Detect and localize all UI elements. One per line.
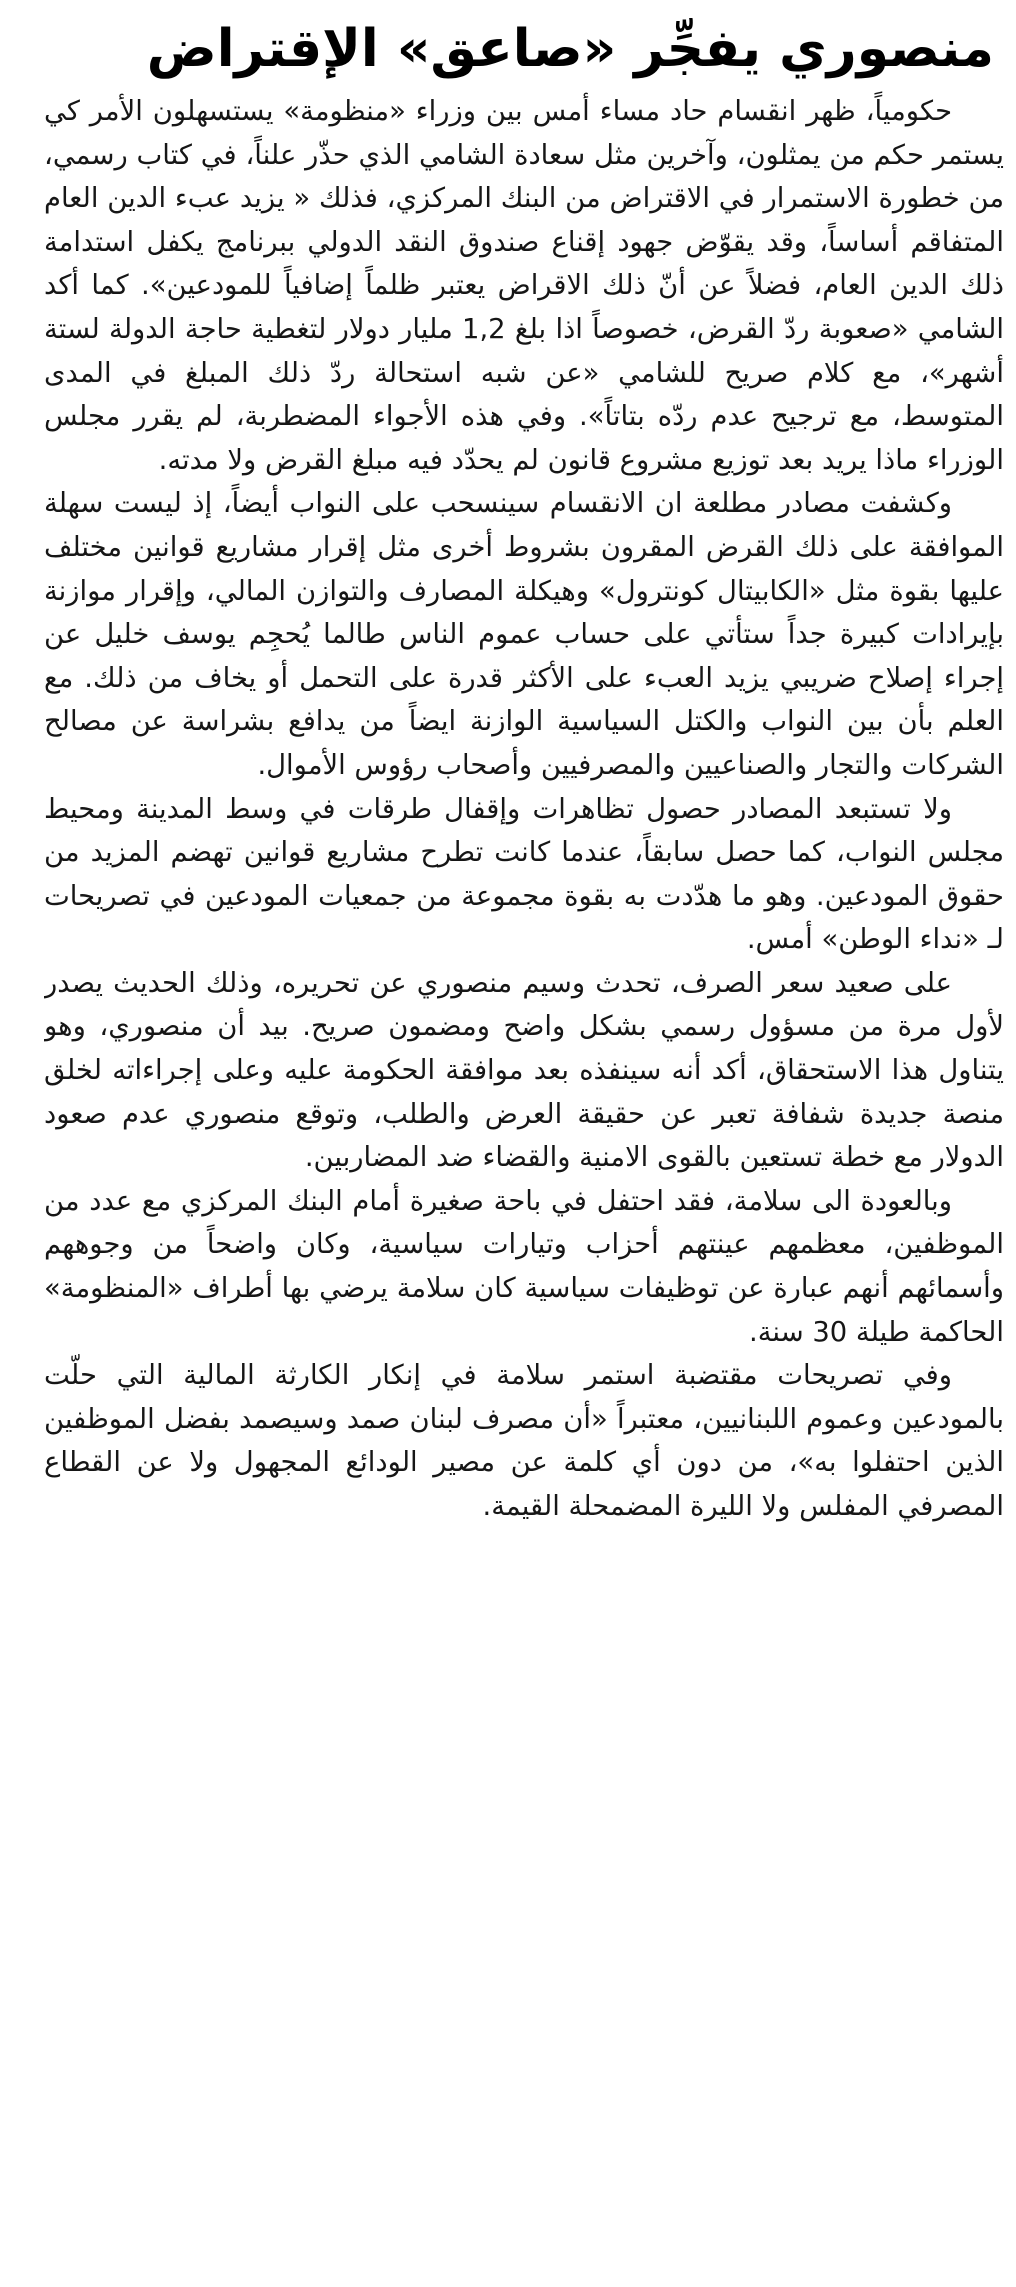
article-paragraph-4: على صعيد سعر الصرف، تحدث وسيم منصوري عن تحريره، وذلك الحديث يصدر لأول مرة من مسؤول رسمي بشكل واضح ومضمون صريح. بيد أن منصوري، وهو يتناول هذا الاستحقاق، أكد أنه سينفذه بعد موافقة الحكومة عليه وعلى إجراءاته لخلق منصة جديدة شفافة تعبر عن حقيقة العرض والطلب، وتوقع منصوري عدم صعود الدولار مع خطة تستعين بالقوى الامنية والقضاء ضد المضاربين. [44,967,1004,1174]
article-paragraph-1: حكومياً، ظهر انقسام حاد مساء أمس بين وزراء «منظومة» يستسهلون الأمر كي يستمر حكم من يمثلون، وآخرين مثل سعادة الشامي الذي حذّر علناً، في كتاب رسمي، من خطورة الاستمرار في الاقتراض من البنك المركزي، فذلك « يزيد عبء الدين العام المتفاقم أساساً، وقد يقوّض جهود إقناع صندوق النقد الدولي ببرنامج يكفل استدامة ذلك الدين العام، فضلاً عن أنّ ذلك الاقراض يعتبر ظلماً إضافياً للمودعين». كما أكد الشامي «صعوبة ردّ القرض، خصوصاً اذا بلغ 1,2 مليار دولار لتغطية حاجة الدولة لستة أشهر»، مع كلام صريح للشامي «عن شبه استحالة ردّ ذلك المبلغ في المدى المتوسط، مع ترجيح عدم ردّه بتاتاً». وفي هذه الأجواء المضطربة، لم يقرر مجلس الوزراء ماذا يريد بعد توزيع مشروع قانون لم يحدّد فيه مبلغ القرض ولا مدته. [44,96,1004,476]
article-paragraph-6: وفي تصريحات مقتضبة استمر سلامة في إنكار الكارثة المالية التي حلّت بالمودعين وعموم اللبنانيين، معتبراً «أن مصرف لبنان صمد وسيصمد بفضل الموظفين الذين احتفلوا به»، من دون أي كلمة عن مصير الودائع المجهول ولا عن القطاع المصرفي المفلس ولا الليرة المضمحلة القيمة. [44,1360,1004,1522]
article-body [44,90,1004,1529]
article-paragraph-5: وبالعودة الى سلامة، فقد احتفل في باحة صغيرة أمام البنك المركزي مع عدد من الموظفين، معظمهم عينتهم أحزاب وتيارات سياسية، وكان واضحاً من وجوههم وأسمائهم أنهم عبارة عن توظيفات سياسية كان سلامة يرضي بها أطراف «المنظومة» الحاكمة طيلة 30 سنة. [44,1185,1004,1348]
article-headline: منصوري يفجِّر «صاعق» الإقتراض [146,19,994,79]
article-paragraph-2: وكشفت مصادر مطلعة ان الانقسام سينسحب على النواب أيضاً، إذ ليست سهلة الموافقة على ذلك القرض المقرون بشروط أخرى مثل إقرار مشاريع قوانين مختلف عليها بقوة مثل «الكابيتال كونترول» وهيكلة المصارف والتوازن المالي، وإقرار موازنة بإيرادات كبيرة جداً ستأتي على حساب عموم الناس طالما يُحجِم يوسف خليل عن إجراء إصلاح ضريبي يزيد العبء على الأكثر قدرة على التحمل أو يخاف من ذلك. مع العلم بأن بين النواب والكتل السياسية الوازنة ايضاً من يدافع بشراسة عن مصالح الشركات والتجار والصناعيين والمصرفيين وأصحاب رؤوس الأموال. [44,488,1004,781]
article-paragraph-3: ولا تستبعد المصادر حصول تظاهرات وإقفال طرقات في وسط المدينة ومحيط مجلس النواب، كما حصل سابقاً، عندما كانت تطرح مشاريع قوانين تهضم المزيد من حقوق المودعين. وهو ما هدّدت به بقوة مجموعة من جمعيات المودعين في تصريحات لـ «نداء الوطن» أمس. [44,793,1004,956]
newspaper-article [44,8,1004,2277]
